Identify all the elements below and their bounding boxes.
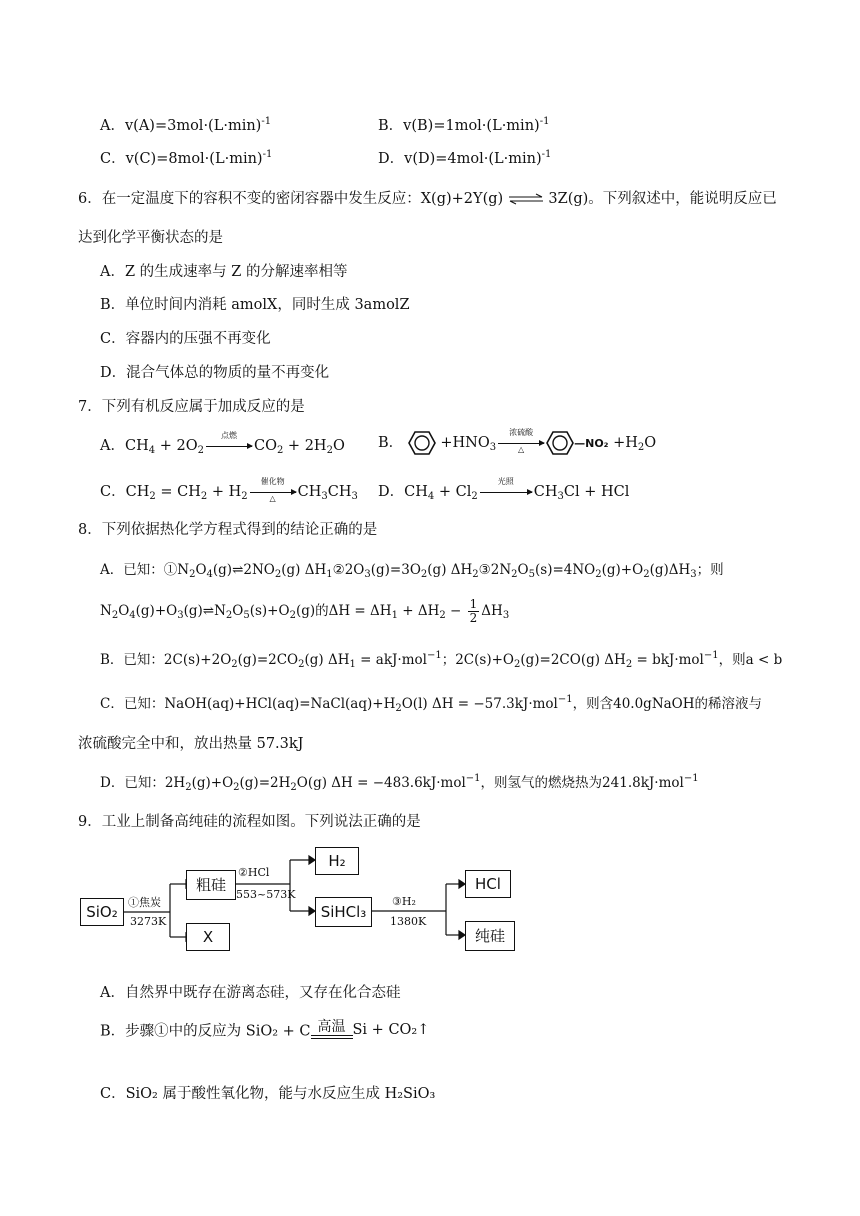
flow-box-crude-silicon: 粗硅 xyxy=(186,870,236,900)
equilibrium-arrow-icon xyxy=(508,193,544,205)
q7-stem: 7．下列有机反应属于加成反应的是 xyxy=(78,399,305,415)
flow-temp2-label: 553~573K xyxy=(236,888,296,901)
q5-option-d: D．$v(D)=4mol\cdot(L\cdot\min)^{-1}$ xyxy=(378,149,552,167)
flow-box-hcl: HCl xyxy=(465,870,511,898)
flow-step2-label: ②HCl xyxy=(238,866,270,879)
q9-option-a: A．自然界中既存在游离态硅，又存在化合态硅 xyxy=(100,985,401,1001)
q8-stem: 8．下列依据热化学方程式得到的结论正确的是 xyxy=(78,522,378,538)
reaction-arrow-icon: 光照 xyxy=(480,485,532,499)
q8-option-b: B．已知：$2C(s)+2O_2(g)=2CO_2(g) \Delta H_1 = akJ\cdot mol^{-1}$；$2C(s)+O_2(g)=2CO(g) \Delta H_2 = bkJ\cdot mol^{-1}$，则a < b xyxy=(100,650,783,670)
q7-option-a: A．$CH_4 + 2O_2$ 点燃 $CO_2 + 2H_2O$ xyxy=(100,431,345,456)
q7-option-c: C．$CH_2 = CH_2 + H_2$ 催化物 △ $CH_3CH_3$ xyxy=(100,477,358,503)
flow-temp1-label: 3273K xyxy=(130,915,167,928)
flow-box-sio2: SiO₂ xyxy=(80,898,124,926)
flow-step3-label: ③H₂ xyxy=(392,895,416,908)
fraction-one-half: $\frac{1}{2}$ xyxy=(469,597,478,625)
q6-option-d: D．混合气体总的物质的量不再变化 xyxy=(100,365,330,381)
q8-option-c: C．已知：$NaOH(aq)+HCl(aq)=NaCl(aq)+H_2O(l) \Delta H = -57.3kJ\cdot mol^{-1}$，则含40.0gNaOH的稀溶液与 xyxy=(100,694,763,714)
q9-option-c: C．SiO₂ 属于酸性氧化物，能与水反应生成 H₂SiO₃ xyxy=(100,1086,436,1102)
q9-stem: 9．工业上制备高纯硅的流程如图。下列说法正确的是 xyxy=(78,814,421,830)
q7-option-b: B． $+HNO_3$ 浓硫酸 △ —NO₂ $+H_2O$ xyxy=(378,428,657,454)
flow-box-h2: H₂ xyxy=(315,847,359,875)
high-temp-equals-sign: 高温 xyxy=(311,1016,353,1044)
nitrobenzene-ring-icon xyxy=(546,430,574,456)
reaction-arrow-icon: 浓硫酸 △ xyxy=(498,436,544,450)
benzene-ring-icon xyxy=(408,430,436,456)
reaction-arrow-icon: 点燃 xyxy=(206,439,252,453)
flow-step1-label: ①焦炭 xyxy=(128,896,161,909)
q5-option-b: B．$v(B)=1mol\cdot(L\cdot\min)^{-1}$ xyxy=(378,116,550,134)
q6-stem-line2: 达到化学平衡状态的是 xyxy=(78,230,223,246)
q8-option-c-line2: 浓硫酸完全中和，放出热量 57.3kJ xyxy=(78,736,304,752)
flow-box-pure-silicon: 纯硅 xyxy=(465,921,515,951)
reaction-arrow-icon: 催化物 △ xyxy=(250,485,296,499)
q6-option-b: B．单位时间内消耗 amolX，同时生成 3amolZ xyxy=(100,297,410,313)
q6-option-c: C．容器内的压强不再变化 xyxy=(100,331,271,347)
q5-option-c: C．$v(C)=8mol\cdot(L\cdot\min)^{-1}$ xyxy=(100,149,273,167)
q8-option-d: D．已知：$2H_2(g)+O_2(g)=2H_2O(g) \Delta H = -483.6kJ\cdot mol^{-1}$，则氢气的燃烧热为241.8kJ·mol$^{-1}$ xyxy=(100,773,699,793)
flow-box-x: X xyxy=(186,923,230,951)
q6-option-a: A．Z 的生成速率与 Z 的分解速率相等 xyxy=(100,264,348,280)
q7-option-d: D．$CH_4 + Cl_2$ 光照 $CH_3Cl$ + HCl xyxy=(378,477,630,502)
q5-option-a: A．$v(A)=3mol\cdot(L\cdot\min)^{-1}$ xyxy=(100,116,272,134)
flow-box-sihcl3: SiHCl₃ xyxy=(315,897,372,927)
q6-stem: 6．在一定温度下的容积不变的密闭容器中发生反应：X(g)+2Y(g) 3Z(g)。下列叙述中，能说明反应已 xyxy=(78,191,777,207)
q8-option-a-line2: $N_2O_4(g)+O_3(g)\rightleftharpoons N_2O_5(s)+O_2(g)$的$\Delta H = \Delta H_1 + \Delta H_2$ − $\frac{1}{2}$ $\Delta H_3$ xyxy=(100,597,510,625)
flow-temp3-label: 1380K xyxy=(390,915,427,928)
q9-option-b: B．步骤①中的反应为 SiO₂ + C 高温 Si + CO₂↑ xyxy=(100,1016,429,1044)
q8-option-a: A．已知：$①N_2O_4(g)\rightleftharpoons 2NO_2(g)$ $\Delta H_1②2O_3(g)=3O_2(g)$ $\Delta H_2③2N_2O_5(s)=4NO_2(g)+O_2(g)\Delta H_3$；则 xyxy=(100,562,724,580)
